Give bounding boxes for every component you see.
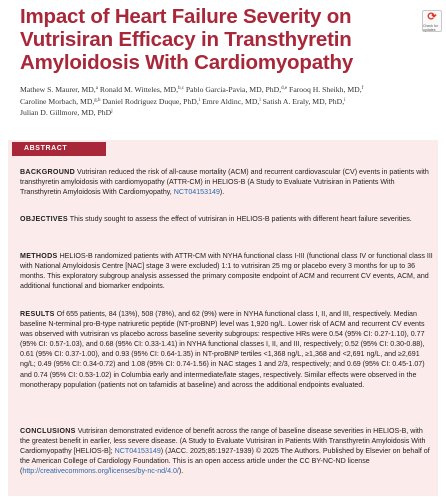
section-heading: OBJECTIVES (20, 215, 68, 223)
abstract-background: BACKGROUND Vutrisiran reduced the risk of all-cause mortality (ACM) and recurrent cardiovascular (CV) events in patients with transthyretin amyloidosis with cardiomyopathy (ATTR-CM) in HELIOS-B (A Study to Evaluate Vutrisiran in Patients With Transthyretin Amyloidosis With Cardiomyopathy, NCT04153149). (20, 168, 429, 197)
article-title: Impact of Heart Failure Severity on Vutrisiran Efficacy in Transthyretin Amyloidosis With Cardiomyopathy (20, 5, 354, 74)
check-for-updates-badge[interactable] (422, 10, 442, 32)
abstract-results: RESULTS Of 655 patients, 84 (13%), 508 (78%), and 62 (9%) were in NYHA functional class I, II, and III, respectively. Median baseline N-terminal pro-B-type natriuretic peptide (NT-proBNP) level was 1,920 ng/L. Lower risk of ACM and recurrent CV events was observed with vutrisiran vs placebo across baseline severity subgroups: respective HRs were 0.54 (95% CI: 0.27-1.10), 0.77 (95% CI: 0.57-1.03), and 0.68 (95% CI: 0.33-1.41) in NYHA functional classes I, II, and III, respectively; 0.52 (95% CI: 0.30-0.88), 0.61 (95% CI: 0.37-1.00), and 0.93 (95% CI: 0.64-1.35) in NT-proBNP tertiles <1,368 ng/L, ≥1,368 and <2,691 ng/L, and ≥2,691 ng/L; 0.49 (95% CI: 0.34-0.72) and 1.08 (95% CI: 0.74-1.56) in NAC stages 1 and 2/3, respectively; and 0.69 (95% CI: 0.45-1.07) and 0.74 (95% CI: 0.53-1.02) in Columbia early and intermediate/late stages, respectively. Similar effects were observed in the monotherapy population (patients not on tafamidis at baseline) and across the additional endpoints evaluated. (20, 310, 425, 389)
author: Farooq H. Sheikh, MD,$^f$ (289, 85, 364, 94)
abstract-methods: METHODS HELIOS-B randomized patients with ATTR-CM with NYHA functional class I-III (functional class IV or functional class III with National Amyloidosis Centre [NAC] stage 3 were excluded) 1:1 to vutrisiran 25 mg or placebo every 3 months for up to 36 months. This exploratory subgroup analysis assessed the primary composite endpoint of ACM and recurrent CV events, ACM, and additional functional and biomarker endpoints. (20, 252, 433, 291)
author: Satish A. Eraly, MD, PhD,$^i$ (262, 96, 346, 106)
license-link[interactable]: http://creativecommons.org/licenses/by-nc-nd/4.0/ (22, 467, 179, 476)
trial-link[interactable]: NCT04153149 (114, 447, 161, 456)
section-heading: RESULTS (20, 310, 55, 318)
section-heading: CONCLUSIONS (20, 427, 76, 435)
author: Julian D. Gillmore, MD, PhD$^j$ (20, 108, 113, 117)
check-for-updates-label: Check for updates (423, 24, 438, 32)
author: Daniel Rodriguez Duque, PhD,$^i$ (102, 96, 201, 106)
section-heading: METHODS (20, 252, 58, 260)
author: Caroline Morbach, MD,$^{g,h}$ (20, 96, 101, 106)
check-for-updates-icon: ⟳ (427, 11, 437, 23)
author-list (20, 84, 430, 119)
author: Ronald M. Witteles, MD,$^{b,c}$ (99, 85, 184, 94)
author: Emre Aldinc, MD,$^i$ (202, 96, 261, 106)
abstract-objectives: OBJECTIVES This study sought to assess the effect of vutrisiran in HELIOS-B patients with different heart failure severities. (20, 215, 412, 223)
abstract-label: ABSTRACT (12, 142, 106, 156)
author: Mathew S. Maurer, MD,$^a$ (20, 85, 98, 94)
abstract-conclusions: CONCLUSIONS Vutrisiran demonstrated evidence of benefit across the range of baseline disease severities in HELIOS-B, with the greatest benefit in earlier, less severe disease. (A Study to Evaluate Vutrisiran in Patients With Transthyretin Amyloidosis With Cardiomyopathy [HELIOS-B]; NCT04153149) (JACC. 2025;85:1927-1939) © 2025 The Authors. Published by Elsevier on behalf of the American College of Cardiology Foundation. This is an open access article under the CC BY-NC-ND license (http://creativecommons.org/licenses/by-nc-nd/4.0/). (20, 427, 430, 476)
author: Pablo Garcia-Pavia, MD, PhD,$^{d,e}$ (185, 85, 288, 94)
trial-link[interactable]: NCT04153149 (173, 188, 220, 197)
section-heading: BACKGROUND (20, 168, 76, 176)
